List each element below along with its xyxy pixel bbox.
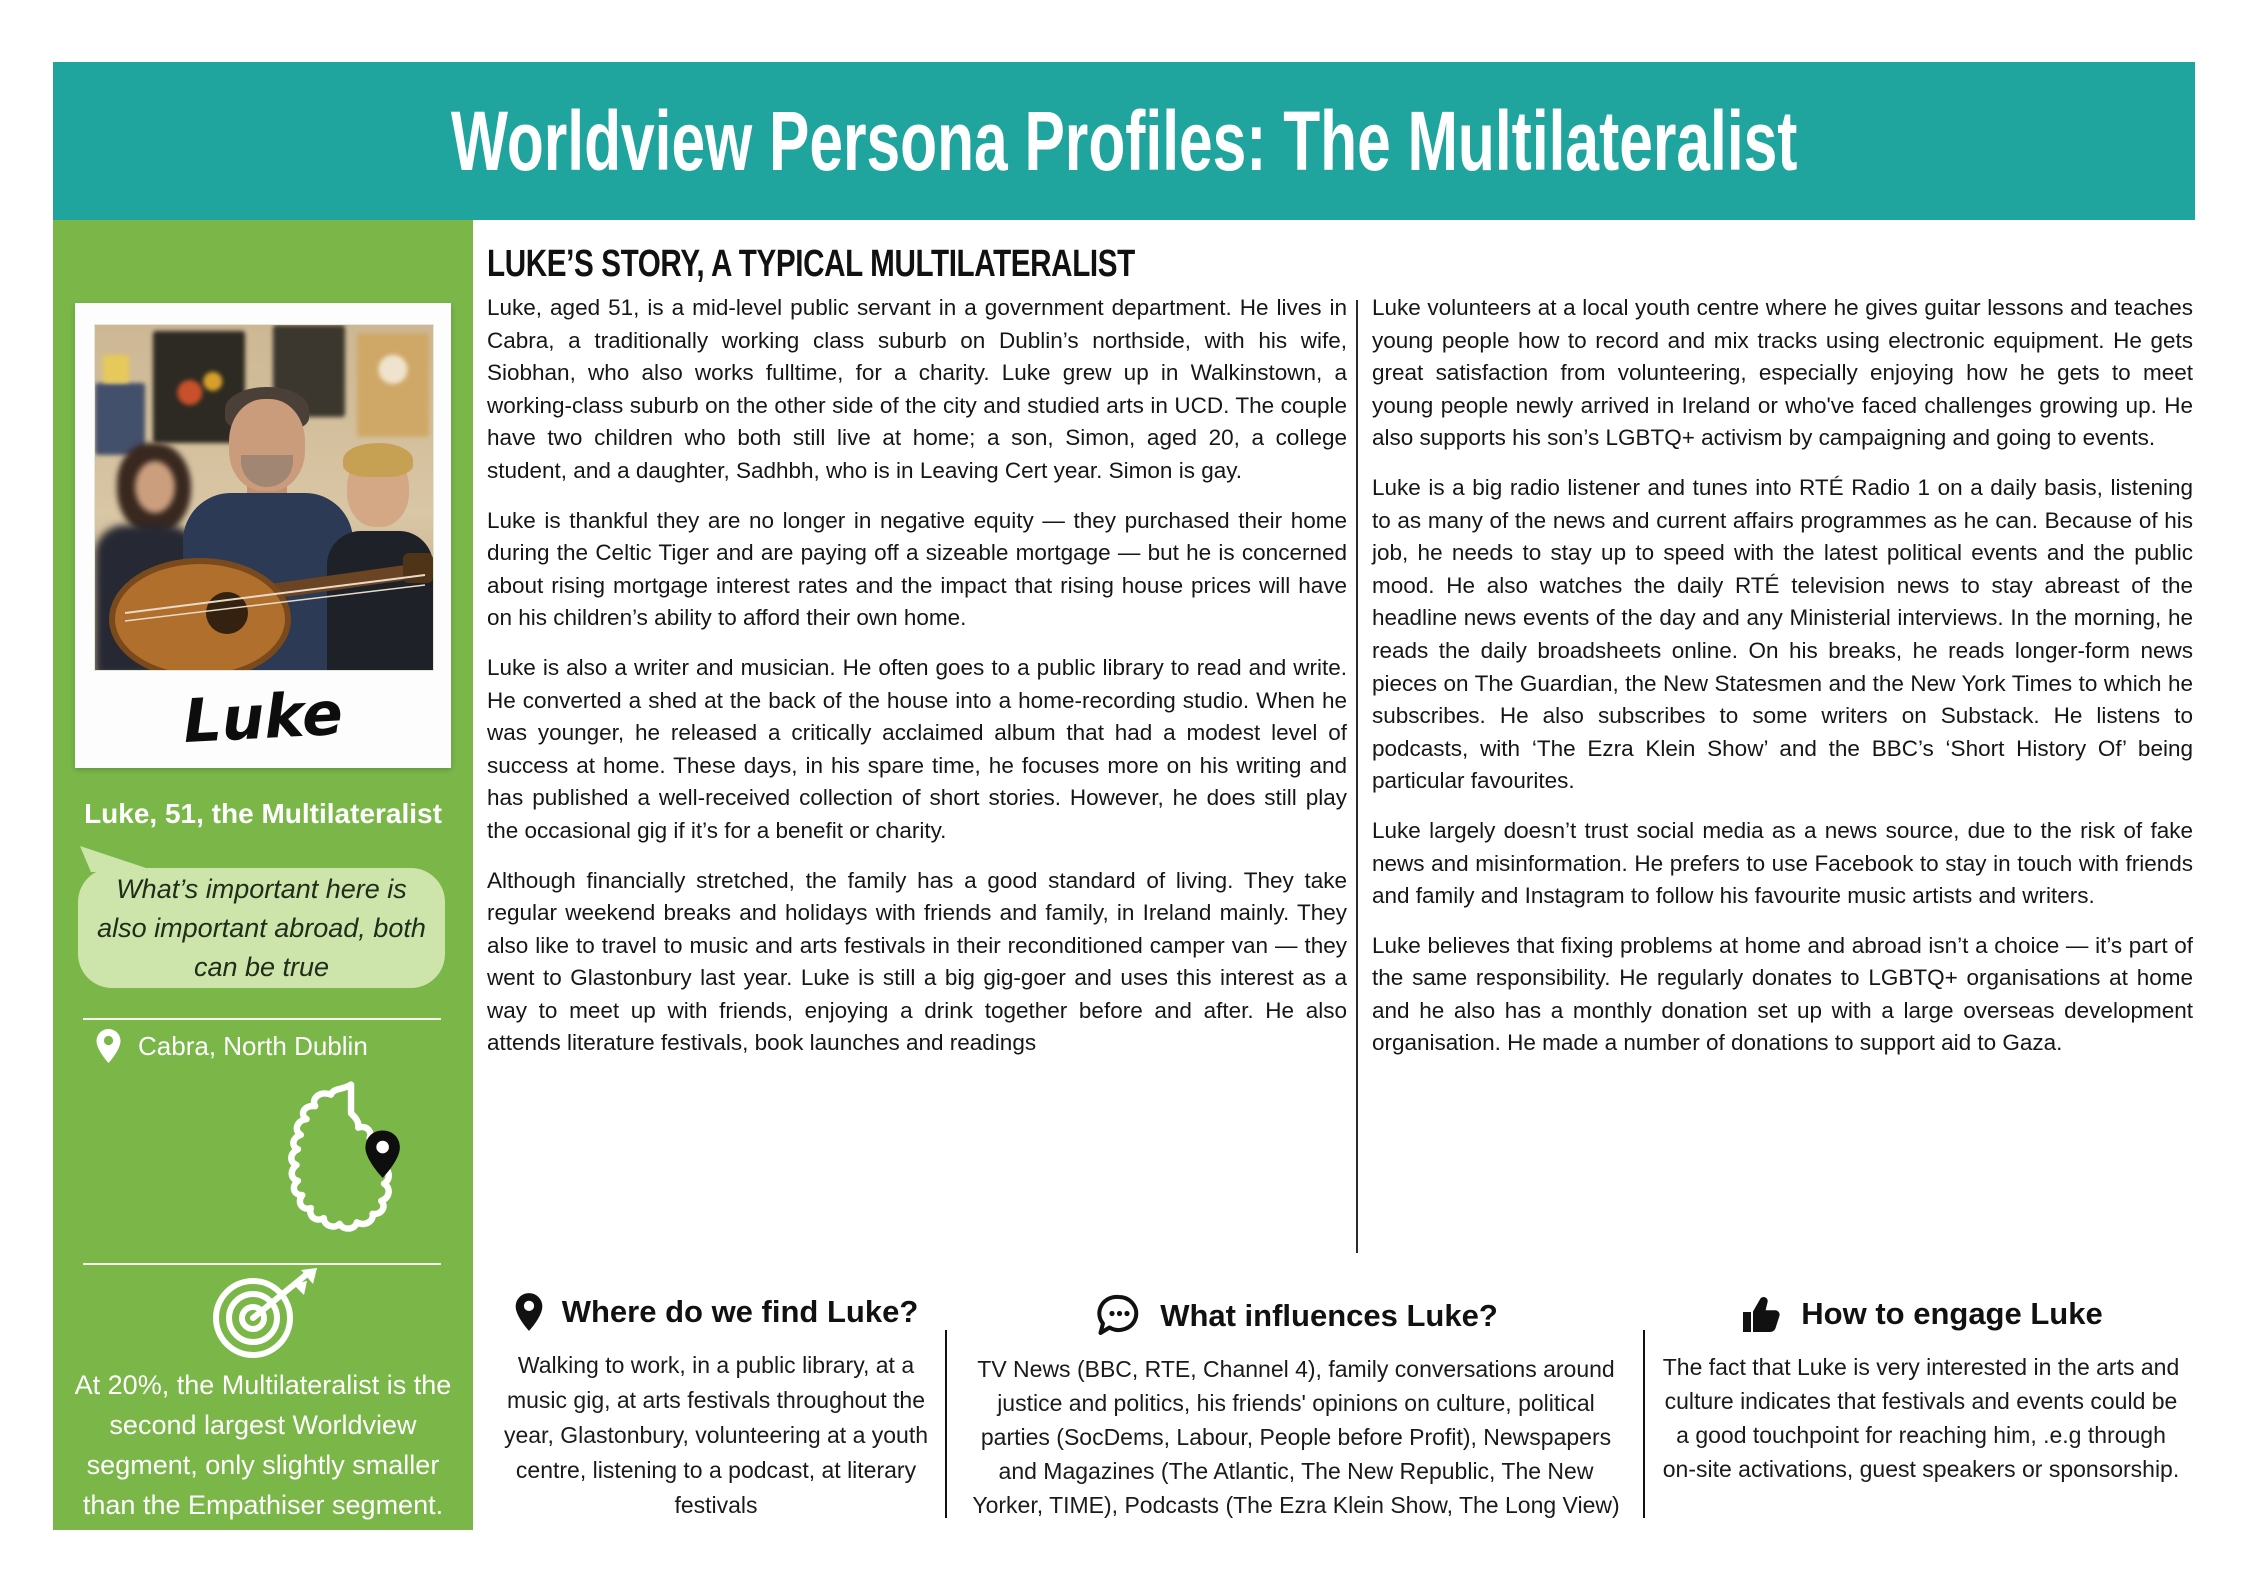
wall-poster — [357, 333, 429, 437]
section-title-row — [1656, 1292, 2186, 1336]
sidebar-divider — [83, 1018, 441, 1020]
section-body: Walking to work, in a public library, at a music gig, at arts festivals throughout the year, Glastonbury, volunteering at a youth centre, listening to a podcast, at literary festivals — [503, 1352, 929, 1518]
story-heading: LUKE’S STORY, A TYPICAL MULTILATERALIST — [487, 243, 1135, 285]
persona-sidebar — [53, 220, 473, 1530]
persona-title: Luke, 51, the Multilateralist — [84, 798, 442, 829]
background-person-face — [135, 461, 175, 513]
persona-quote: What’s important here is also important abroad, both can be true — [97, 873, 426, 982]
wall-note — [103, 355, 129, 383]
segment-note: At 20%, the Multilateralist is the second largest Worldview segment, only slightly smaller than the Empathiser segment. — [74, 1370, 452, 1520]
persona-photo-card — [75, 303, 451, 768]
section-body: The fact that Luke is very interested in the arts and culture indicates that festivals and events could be a good touchpoint for reaching him, .e.g through on-site activations, guest speakers or sponsorship. — [1662, 1354, 2180, 1482]
section-title: Where do we find Luke? — [561, 1294, 919, 1329]
story-paragraph: Although financially stretched, the family has a good standard of living. They take regular weekend breaks and holidays with friends and family, in Ireland mainly. They also like to travel to music and arts festivals in their reconditioned camper van — they went to Glastonbury last year. Luke is still a big gig-goer and uses this interest as a way to meet up with friends, enjoying a drink together before and after. He also attends literature festivals, book launches and readings — [487, 867, 1347, 1056]
section-title-row — [958, 1292, 1634, 1340]
story-paragraph: Luke believes that fixing problems at home and abroad isn’t a choice — it’s part of the same responsibility. He regularly donates to LGBTQ+ organisations at home and he also has a monthly donation set up with a large overseas development organisation. He made a number of donations to support aid to Gaza. — [1372, 932, 2193, 1056]
section-title: What influences Luke? — [1160, 1298, 1498, 1333]
footer-divider — [1643, 1330, 1645, 1518]
story-paragraph: Luke volunteers at a local youth centre where he gives guitar lessons and teaches young people how to record and mix tracks using electronic equipment. He gets great satisfaction from volunteering, especially enjoying how he gets to meet young people newly arrived in Ireland or who've faced challenges growing up. He also supports his son’s LGBTQ+ activism by campaigning and going to events. — [1372, 295, 2193, 451]
story-paragraph: Luke is a big radio listener and tunes into RTÉ Radio 1 on a daily basis, listening to as many of the news and current affairs programmes as he can. Because of his job, he needs to stay up to speed with the latest political events and the public mood. He also watches the daily RTÉ television news to stay abreast of the headline news events of the day and any Ministerial interviews. In the morning, he reads the daily broadsheets online. On his breaks, he reads longer-form news pieces on The Guardian, the New Statesmen and the New York Times to which he subscribes. He also subscribes to some writers on Substack. He listens to podcasts, with ‘The Ezra Klein Show’ and the BBC’s ‘Short History Of’ being particular favourites. — [1372, 474, 2193, 794]
teen-figure-hair — [343, 443, 413, 477]
sidebar-divider — [83, 1263, 441, 1265]
location-label: Cabra, North Dublin — [138, 1030, 368, 1061]
persona-photo — [94, 324, 434, 671]
location-pin-icon — [514, 1292, 544, 1332]
speech-bubble-icon — [1094, 1292, 1142, 1340]
map-pin-icon — [365, 1131, 399, 1178]
location-pin-icon — [95, 1028, 122, 1064]
story-paragraph: Luke is also a writer and musician. He often goes to a public library to read and write. He converted a shed at the back of the house into a home-recording studio. When he was younger, he released a critically acclaimed album that had a modest level of success at home. These days, in his spare time, he focuses more on his writing and has published a well-received collection of short stories. However, he does still play the occasional gig if it’s for a benefit or charity. — [487, 654, 1347, 843]
header-banner — [53, 62, 2195, 220]
footer-divider — [945, 1330, 947, 1518]
guitar-illustration — [95, 537, 433, 670]
column-divider — [1356, 300, 1358, 1253]
story-column-1 — [487, 292, 1347, 1077]
section-title-row — [490, 1292, 942, 1332]
persona-quote-bubble — [78, 868, 445, 988]
section-what-influences-luke — [958, 1292, 1634, 1522]
section-title: How to engage Luke — [1801, 1296, 2103, 1331]
persona-name: Luke — [181, 678, 345, 758]
story-paragraph: Luke, aged 51, is a mid-level public servant in a government department. He lives in Cabra, a traditionally working class suburb on Dublin’s northside, with his wife, Siobhan, who also works fulltime, for a charity. Luke grew up in Walkinstown, a working-class suburb on the other side of the city and studied arts in UCD. The couple have two children who both still live at home; a son, Simon, aged 20, a college student, and a daughter, Sadhbh, who is in Leaving Cert year. Simon is gay. — [487, 295, 1347, 483]
location-row — [95, 1028, 368, 1064]
wall-poster — [95, 383, 145, 455]
section-where-find-luke — [490, 1292, 942, 1523]
thumbs-up-icon — [1739, 1292, 1783, 1336]
story-paragraph: Luke largely doesn’t trust social media as a news source, due to the risk of fake news and misinformation. He prefers to use Facebook to stay in touch with friends and family and Instagram to follow his favourite music artists and writers. — [1372, 817, 2193, 909]
page-title: Worldview Persona Profiles: The Multilateralist — [450, 93, 1798, 188]
section-body: TV News (BBC, RTE, Channel 4), family conversations around justice and politics, his friends' opinions on culture, political parties (SocDems, Labour, People before Profit), Newspapers and Magazines (The Atlantic, The New Republic, The New Yorker, TIME), Podcasts (The Ezra Klein Show, The Long View) — [972, 1356, 1620, 1518]
target-goal-icon — [205, 1268, 323, 1360]
ireland-map — [261, 1076, 421, 1254]
story-paragraph: Luke is thankful they are no longer in negative equity — they purchased their home during the Celtic Tiger and are paying off a sizeable mortgage — but he is concerned about rising mortgage interest rates and the impact that rising house prices will have on his children’s ability to afford their own home. — [487, 507, 1347, 631]
section-how-to-engage-luke — [1656, 1292, 2186, 1486]
story-column-2 — [1372, 292, 2193, 1077]
